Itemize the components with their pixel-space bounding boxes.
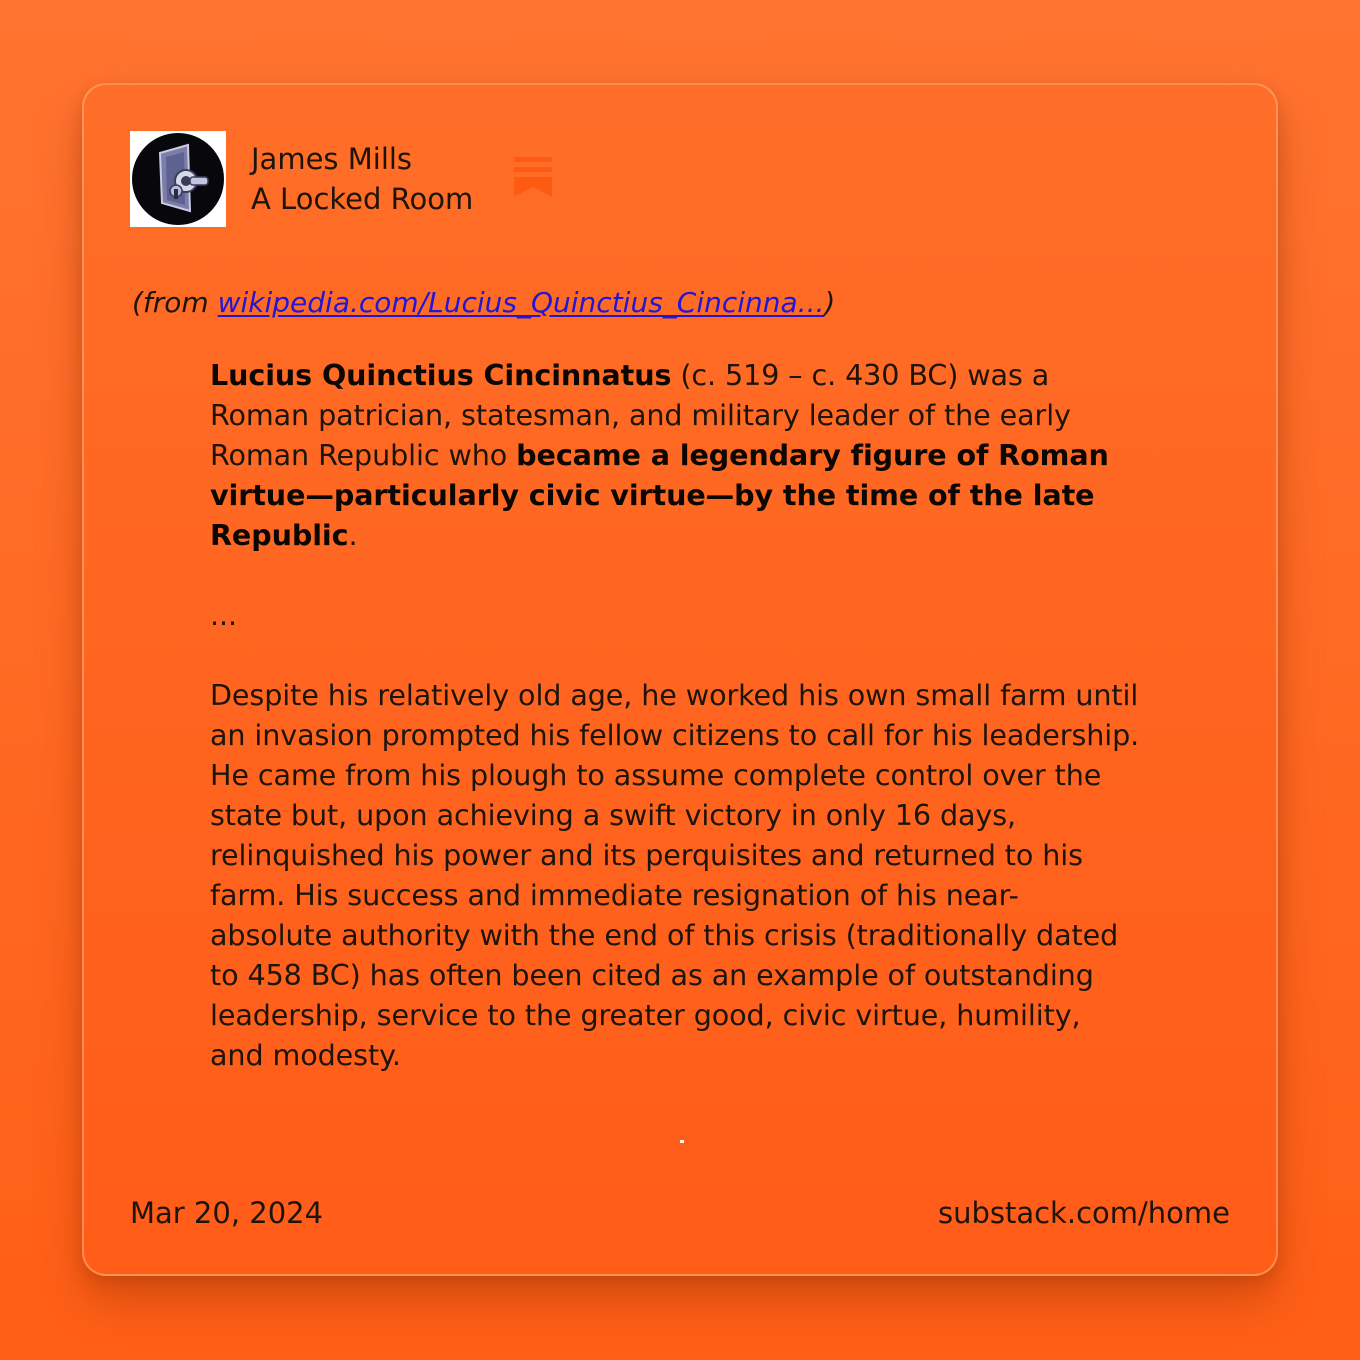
source-suffix: ) <box>824 286 836 319</box>
quote-text: (c. 519 – c. 430 BC) was a Roman patrician, statesman, and military leader of the early Roman Republic who <box>210 358 1071 472</box>
source-url[interactable]: substack.com/home <box>937 1196 1230 1230</box>
blockquote <box>210 355 1140 1075</box>
note-card <box>82 83 1278 1276</box>
post-date: Mar 20, 2024 <box>130 1196 324 1230</box>
emphasis-phrase: became a legendary figure of Roman virtue—particularly civic virtue—by the time of the late Republic <box>210 438 1109 552</box>
substack-logo-icon <box>514 157 552 197</box>
note-header <box>130 131 473 227</box>
source-line <box>132 283 835 323</box>
decorative-dot <box>680 1140 684 1143</box>
source-link[interactable]: wikipedia.com/Lucius_Quinctius_Cincinna... <box>217 286 825 319</box>
publication-name[interactable]: A Locked Room <box>251 182 474 216</box>
quote-ellipsis: ... <box>210 598 237 632</box>
quote-paragraph-2: Despite his relatively old age, he worked his own small farm until an invasion prompted his fellow citizens to call for his leadership. He came from his plough to assume complete control over the state but, upon achieving a swift victory in only 16 days, relinquished his power and its perquisites and returned to his farm. His success and immediate resignation of his near-absolute authority with the end of this crisis (traditionally dated to 458 BC) has often been cited as an example of outstanding leadership, service to the greater good, civic virtue, humility, and modesty. <box>210 678 1140 1072</box>
quote-paragraph-1 <box>210 355 1140 555</box>
door-lock-icon <box>130 131 226 227</box>
author-name[interactable]: James Mills <box>251 142 413 176</box>
subject-name: Lucius Quinctius Cincinnatus <box>210 358 672 392</box>
source-prefix: (from <box>132 286 218 319</box>
author-block <box>251 139 473 219</box>
avatar[interactable] <box>130 131 226 227</box>
quote-period: . <box>348 518 358 552</box>
